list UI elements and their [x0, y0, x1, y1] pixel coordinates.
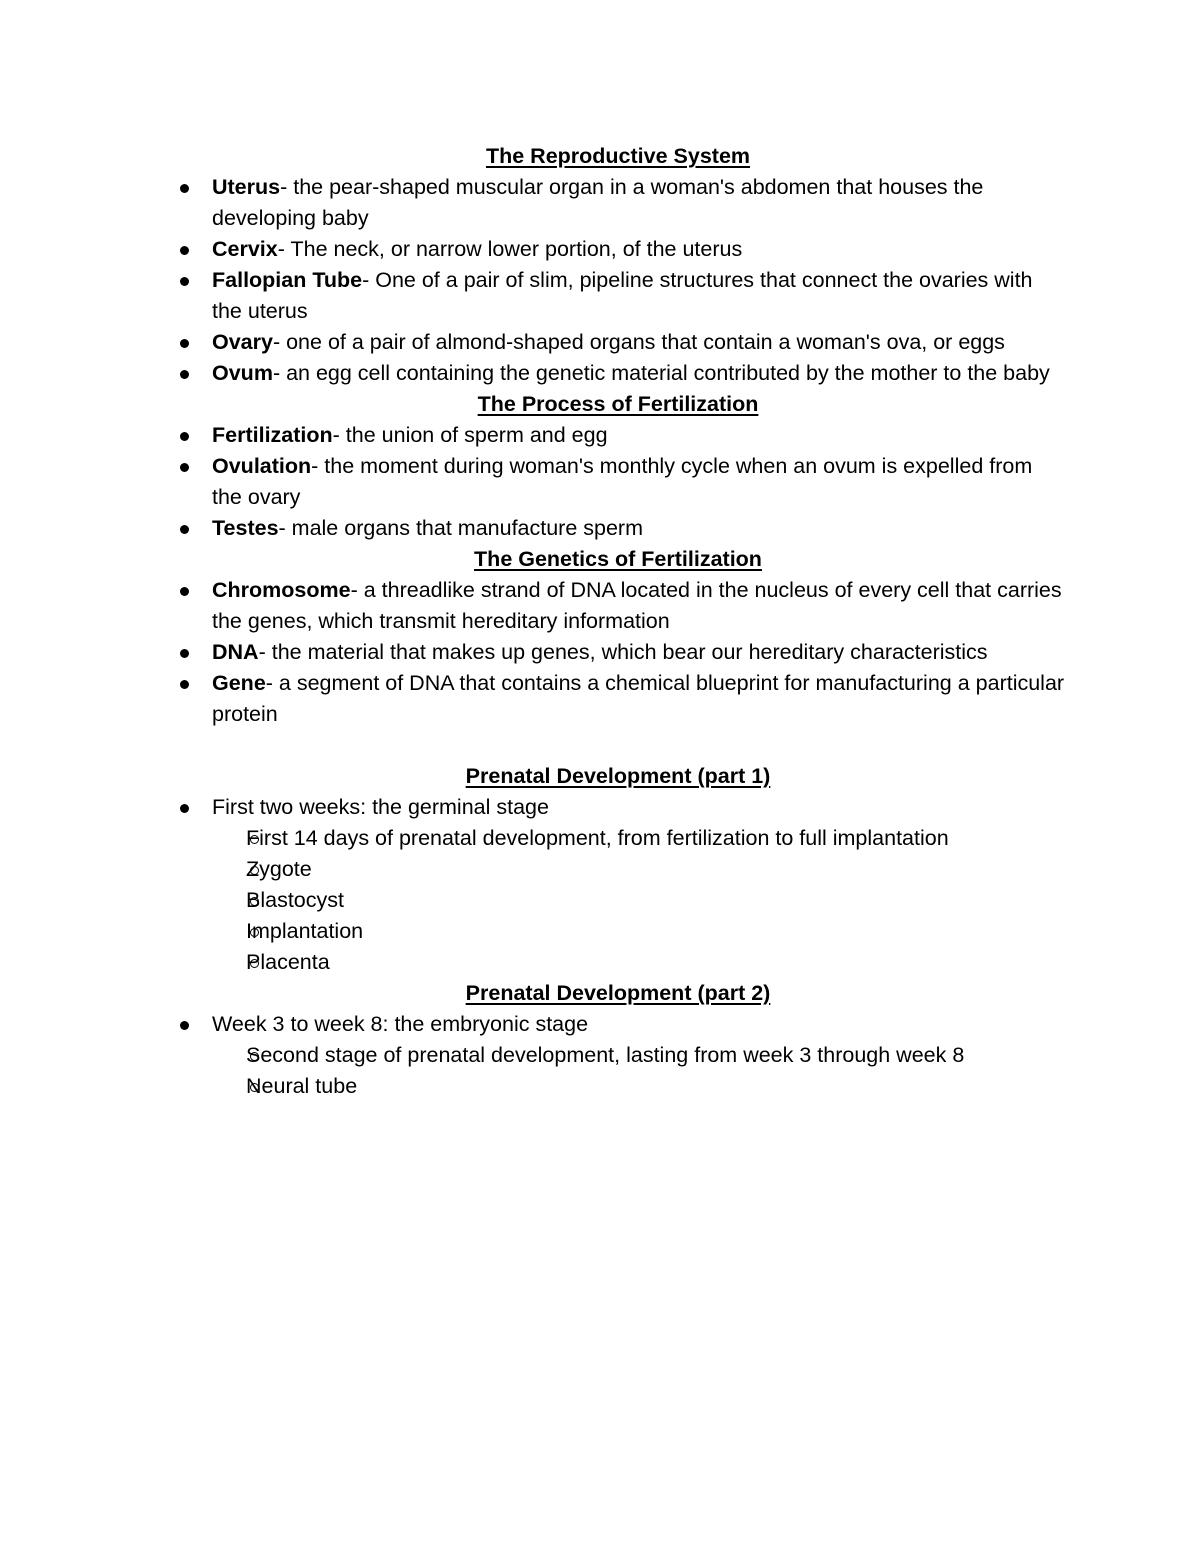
section-heading-prenatal-part-2: Prenatal Development (part 2): [465, 981, 771, 1005]
genetics-list: [175, 575, 1065, 730]
list-item: [175, 420, 1065, 451]
sublist-item-text: Second stage of prenatal development, lasting from week 3 through week 8: [246, 1043, 965, 1067]
sublist-item-text: Placenta: [246, 950, 330, 974]
list-item-text: Week 3 to week 8: the embryonic stage: [212, 1012, 589, 1036]
hollow-bullet-icon: [250, 959, 259, 968]
list-item: [175, 172, 1065, 234]
term-uterus: Uterus: [212, 175, 281, 199]
hollow-bullet-icon: [250, 835, 259, 844]
definition: - a segment of DNA that contains a chemical blueprint for manufacturing a particular protein: [212, 671, 1065, 726]
list-item: [175, 451, 1065, 513]
hollow-bullet-icon: [250, 897, 259, 906]
definition: - male organs that manufacture sperm: [278, 516, 644, 540]
term-gene: Gene: [212, 671, 266, 695]
definition: - the material that makes up genes, which bear our hereditary characteristics: [258, 640, 988, 664]
document-content: [175, 141, 1065, 1102]
list-item: [175, 358, 1065, 389]
list-item: [175, 234, 1065, 265]
definition: - the union of sperm and egg: [332, 423, 608, 447]
definition: - the moment during woman's monthly cycle when an ovum is expelled from the ovary: [212, 454, 1033, 509]
section-heading-reproductive-system: The Reproductive System: [485, 144, 751, 168]
filled-bullet-icon: [180, 432, 189, 441]
germinal-stage-sublist: [175, 823, 1065, 978]
prenatal-part-2-list: [175, 1009, 1065, 1040]
sublist-item: [175, 947, 1065, 978]
list-item: [175, 637, 1065, 668]
definition: - The neck, or narrow lower portion, of the uterus: [277, 237, 743, 261]
list-item: [175, 327, 1065, 358]
hollow-bullet-icon: [250, 928, 259, 937]
definition: - One of a pair of slim, pipeline structures that connect the ovaries with the uterus: [212, 268, 1033, 323]
sublist-item: [175, 1071, 1065, 1102]
sublist-item: [175, 823, 1065, 854]
filled-bullet-icon: [180, 277, 189, 286]
hollow-bullet-icon: [250, 1052, 259, 1061]
term-ovum: Ovum: [212, 361, 273, 385]
prenatal-part-1-list: [175, 792, 1065, 823]
filled-bullet-icon: [180, 370, 189, 379]
list-item: [175, 1009, 1065, 1040]
term-fertilization: Fertilization: [212, 423, 333, 447]
filled-bullet-icon: [180, 804, 189, 813]
section-heading-process-of-fertilization: The Process of Fertilization: [477, 392, 759, 416]
filled-bullet-icon: [180, 649, 189, 658]
filled-bullet-icon: [180, 184, 189, 193]
sublist-item: [175, 854, 1065, 885]
sublist-item: [175, 916, 1065, 947]
filled-bullet-icon: [180, 246, 189, 255]
hollow-bullet-icon: [250, 1083, 259, 1092]
section-heading-genetics-of-fertilization: The Genetics of Fertilization: [474, 547, 762, 571]
definition: - a threadlike strand of DNA located in the nucleus of every cell that carries the genes, which transmit hereditary information: [212, 578, 1062, 633]
term-cervix: Cervix: [212, 237, 278, 261]
term-dna: DNA: [212, 640, 259, 664]
list-item: [175, 265, 1065, 327]
term-ovulation: Ovulation: [212, 454, 312, 478]
term-chromosome: Chromosome: [212, 578, 351, 602]
sublist-item-text: First 14 days of prenatal development, from fertilization to full implantation: [246, 826, 949, 850]
hollow-bullet-icon: [250, 866, 259, 875]
filled-bullet-icon: [180, 339, 189, 348]
filled-bullet-icon: [180, 463, 189, 472]
list-item: [175, 792, 1065, 823]
definition: - one of a pair of almond-shaped organs that contain a woman's ova, or eggs: [272, 330, 1005, 354]
sublist-item: [175, 885, 1065, 916]
sublist-item-text: Zygote: [246, 857, 312, 881]
fertilization-process-list: [175, 420, 1065, 544]
term-testes: Testes: [212, 516, 279, 540]
filled-bullet-icon: [180, 525, 189, 534]
list-item: [175, 513, 1065, 544]
filled-bullet-icon: [180, 1021, 189, 1030]
list-item-text: First two weeks: the germinal stage: [212, 795, 549, 819]
filled-bullet-icon: [180, 680, 189, 689]
reproductive-system-list: [175, 172, 1065, 389]
term-fallopian-tube: Fallopian Tube: [212, 268, 363, 292]
filled-bullet-icon: [180, 587, 189, 596]
definition: - an egg cell containing the genetic material contributed by the mother to the baby: [272, 361, 1050, 385]
sublist-item-text: Blastocyst: [246, 888, 344, 912]
embryonic-stage-sublist: [175, 1040, 1065, 1102]
term-ovary: Ovary: [212, 330, 273, 354]
sublist-item-text: Neural tube: [246, 1074, 358, 1098]
section-heading-prenatal-part-1: Prenatal Development (part 1): [465, 764, 771, 788]
sublist-item-text: Implantation: [246, 919, 364, 943]
sublist-item: [175, 1040, 1065, 1071]
list-item: [175, 575, 1065, 637]
definition: - the pear-shaped muscular organ in a woman's abdomen that houses the developing baby: [212, 175, 984, 230]
list-item: [175, 668, 1065, 730]
